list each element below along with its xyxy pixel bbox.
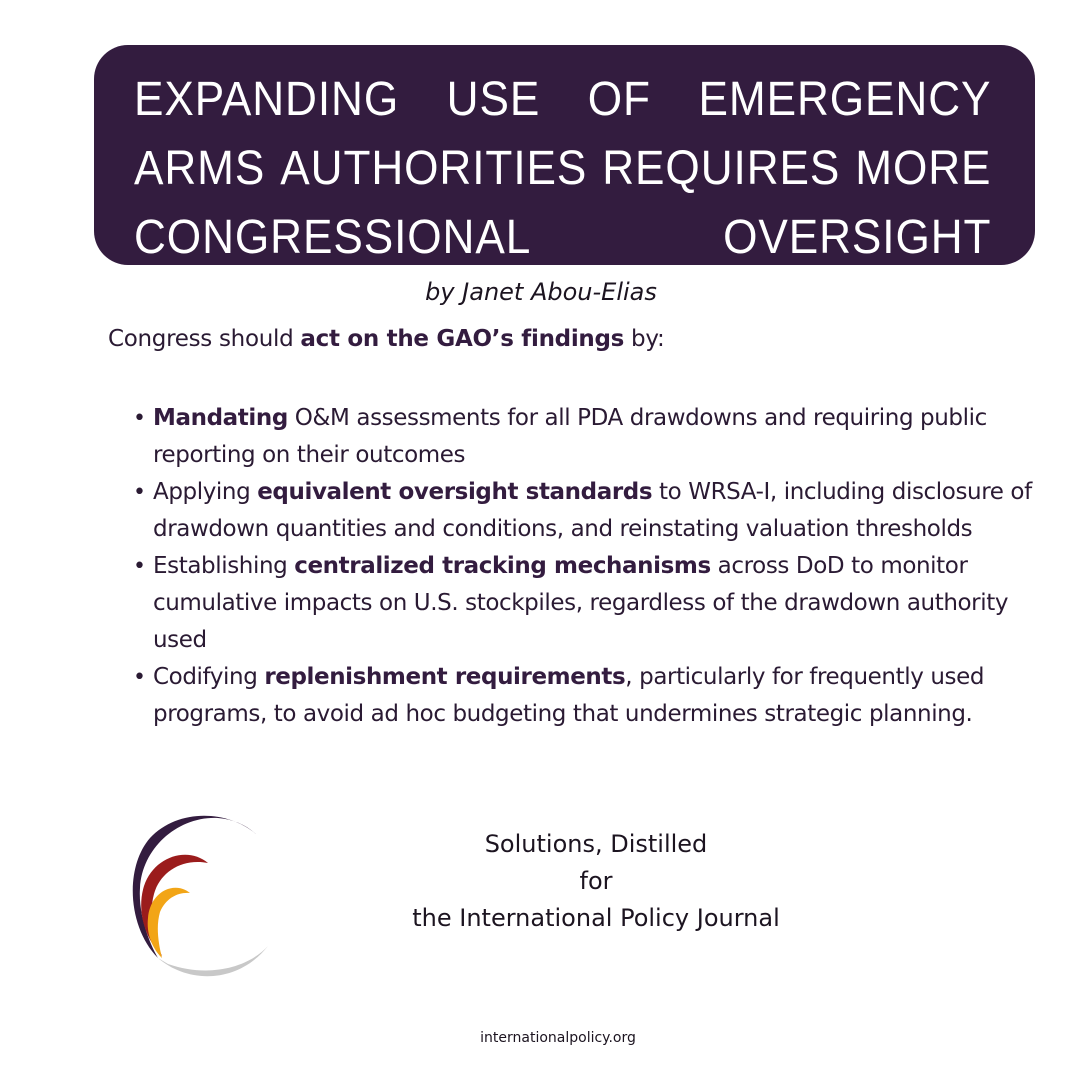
tagline-line-1: Solutions, Distilled <box>484 830 708 858</box>
item-text: to WRSA-I, including disclosure of drawdown quantities and conditions, and reinstating valuation thresholds <box>153 479 1032 542</box>
title-word: MORE <box>855 142 992 195</box>
item-emphasis: Mandating <box>153 405 288 431</box>
title-word: CONGRESSIONAL <box>134 211 532 264</box>
item-emphasis: equivalent oversight standards <box>257 479 653 505</box>
item-text: , particularly for frequently used programs, to avoid ad hoc budgeting that undermines strategic planning. <box>153 664 985 727</box>
item-text: O&M assessments for all PDA drawdowns and requiring public reporting on their outcomes <box>153 405 987 468</box>
title-line-3 <box>134 203 991 272</box>
title-word: AUTHORITIES <box>280 142 588 195</box>
item-prefix: Applying <box>153 479 258 505</box>
tagline-line-2: for <box>579 867 613 895</box>
title-line-1 <box>134 65 991 134</box>
list-item <box>133 400 1033 474</box>
list-item <box>133 659 1033 733</box>
title-word: EMERGENCY <box>698 73 992 126</box>
item-prefix: Codifying <box>153 664 265 690</box>
intro-emphasis: act on the GAO’s findings <box>300 326 625 352</box>
title-banner <box>94 45 1035 265</box>
intro-prefix: Congress should <box>108 326 301 352</box>
bullet-icon: • <box>133 480 146 505</box>
recommendations-list <box>130 400 1033 733</box>
item-text: across DoD to monitor cumulative impacts on U.S. stockpiles, regardless of the drawdown authority used <box>153 553 1009 653</box>
title-line-2 <box>134 134 991 203</box>
intro-text <box>108 326 664 352</box>
list-item <box>133 548 1033 659</box>
title-word: USE <box>446 73 541 126</box>
title-word: REQUIRES <box>602 142 841 195</box>
title-word: OF <box>587 73 651 126</box>
item-prefix: Establishing <box>153 553 295 579</box>
item-emphasis: centralized tracking mechanisms <box>294 553 711 579</box>
tagline <box>396 826 796 937</box>
title-word: OVERSIGHT <box>723 211 992 264</box>
title-word: ARMS <box>134 142 266 195</box>
list-item <box>133 474 1033 548</box>
tagline-line-3: the International Policy Journal <box>412 904 780 932</box>
bullet-icon: • <box>133 406 146 431</box>
title-word: EXPANDING <box>134 73 400 126</box>
item-emphasis: replenishment requirements <box>264 664 626 690</box>
byline: by Janet Abou-Elias <box>425 278 657 306</box>
concentric-arcs-logo-icon <box>128 808 288 980</box>
website-link[interactable]: internationalpolicy.org <box>480 1030 636 1046</box>
intro-suffix: by: <box>624 326 665 352</box>
bullet-icon: • <box>133 665 146 690</box>
bullet-icon: • <box>133 554 146 579</box>
